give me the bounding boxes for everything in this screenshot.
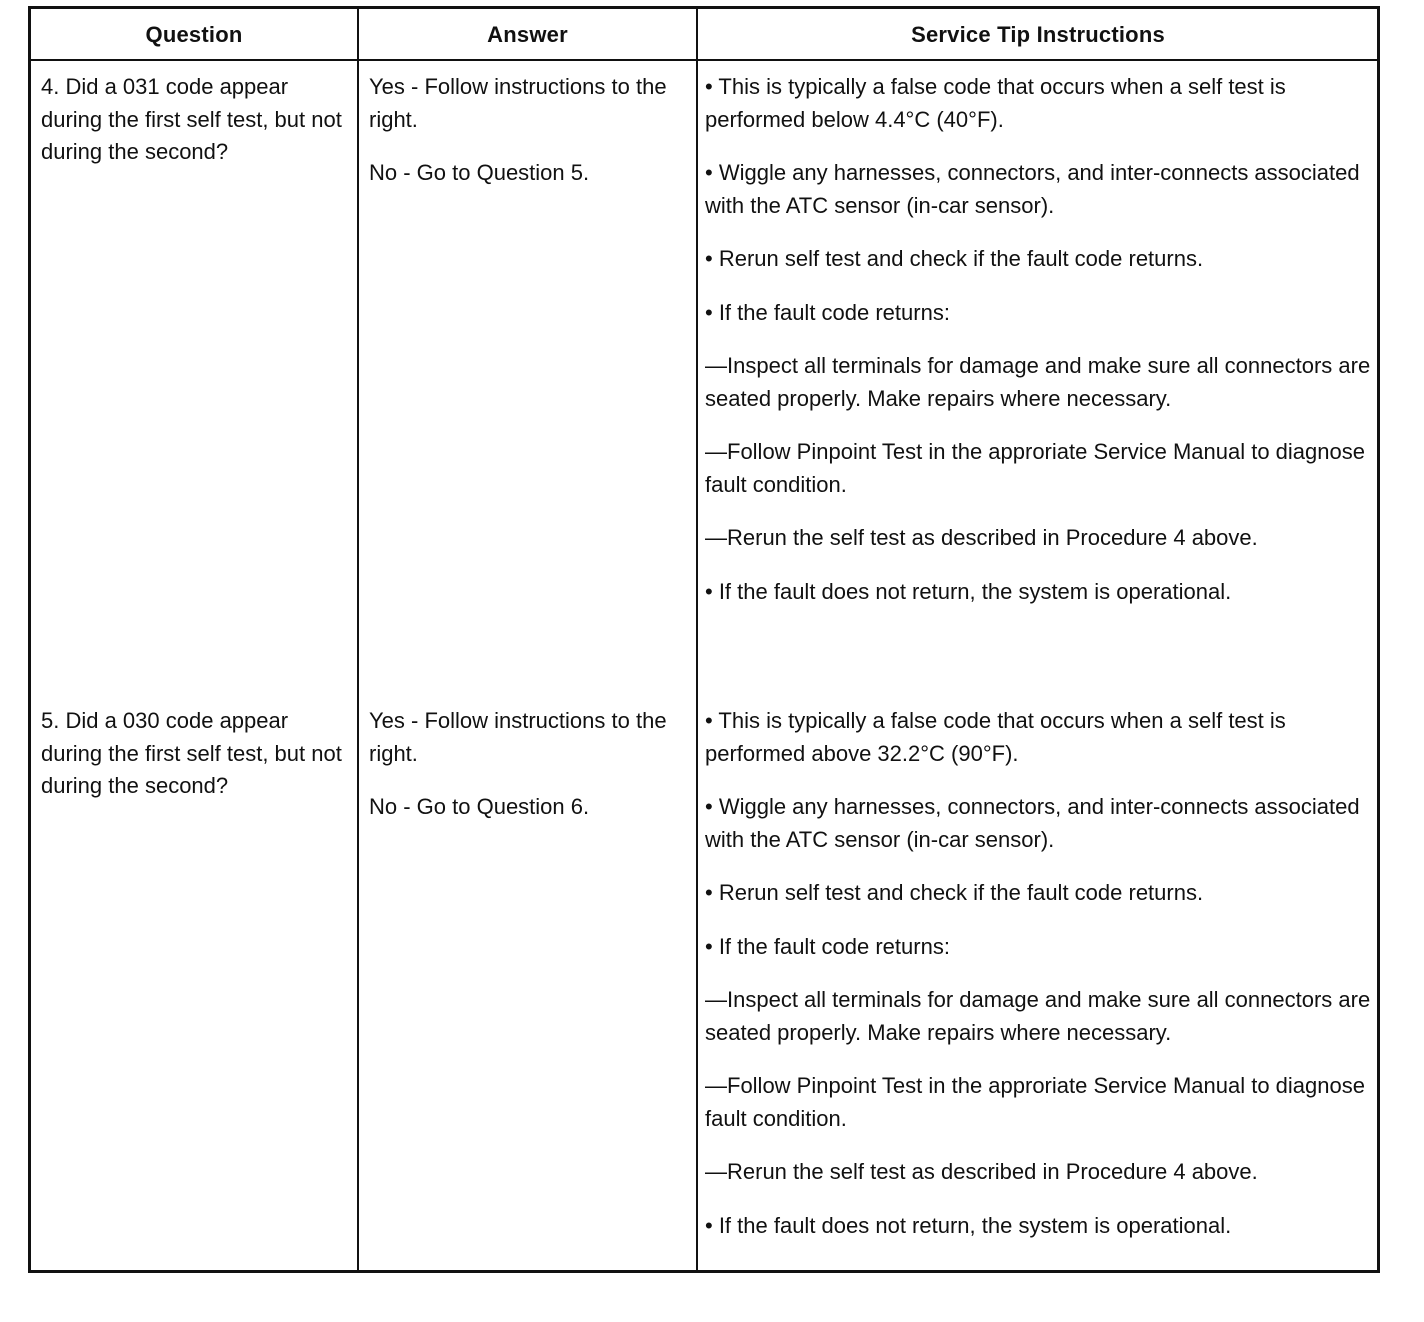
tip-item: —Follow Pinpoint Test in the approriate Service Manual to diagnose fault condition. xyxy=(705,1073,1365,1131)
tip-item: —Rerun the self test as described in Procedure 4 above. xyxy=(705,525,1258,550)
tip-item: • This is typically a false code that occurs when a self test is performed below 4.4°C (40°F). xyxy=(705,74,1286,132)
answer-no: No - Go to Question 5. xyxy=(369,160,590,185)
column-divider xyxy=(696,9,698,1270)
tip-item: • If the fault code returns: xyxy=(705,933,950,959)
tip-item: • Wiggle any harnesses, connectors, and inter-connects associated with the ATC sensor (in-car sensor). xyxy=(705,794,1360,852)
tip-item: • If the fault code returns: xyxy=(705,299,950,325)
tip-item: —Follow Pinpoint Test in the approriate Service Manual to diagnose fault condition. xyxy=(705,439,1365,497)
tip-item: —Inspect all terminals for damage and make sure all connectors are seated properly. Make repairs where necessary. xyxy=(705,353,1371,411)
service-tips-5 xyxy=(705,705,1375,1263)
tip-item: • Rerun self test and check if the fault code returns. xyxy=(705,880,1204,905)
tip-item: • This is typically a false code that occurs when a self test is performed above 32.2°C (90°F). xyxy=(705,708,1286,766)
tip-item: • If the fault does not return, the system is operational. xyxy=(705,1212,1232,1238)
answer-no: No - Go to Question 6. xyxy=(369,794,590,819)
tip-item: • If the fault does not return, the system is operational. xyxy=(705,578,1232,604)
answer-4 xyxy=(369,71,681,211)
question-5: 5. Did a 030 code appear during the first self test, but not during the second? xyxy=(41,708,342,798)
header-service-tip: Service Tip Instructions xyxy=(911,22,1165,47)
tip-item: • Rerun self test and check if the fault code returns. xyxy=(705,246,1204,271)
question-4: 4. Did a 031 code appear during the first self test, but not during the second? xyxy=(41,74,342,164)
answer-5 xyxy=(369,705,681,845)
service-tips-4 xyxy=(705,71,1375,629)
service-tip-table xyxy=(28,6,1380,1273)
tip-item: —Inspect all terminals for damage and make sure all connectors are seated properly. Make repairs where necessary. xyxy=(705,987,1371,1045)
answer-yes: Yes - Follow instructions to the right. xyxy=(369,708,667,766)
header-question: Question xyxy=(145,22,243,47)
header-answer: Answer xyxy=(487,22,568,47)
tip-item: • Wiggle any harnesses, connectors, and inter-connects associated with the ATC sensor (in-car sensor). xyxy=(705,160,1360,218)
column-divider xyxy=(357,9,359,1270)
tip-item: —Rerun the self test as described in Procedure 4 above. xyxy=(705,1159,1258,1184)
answer-yes: Yes - Follow instructions to the right. xyxy=(369,74,667,132)
